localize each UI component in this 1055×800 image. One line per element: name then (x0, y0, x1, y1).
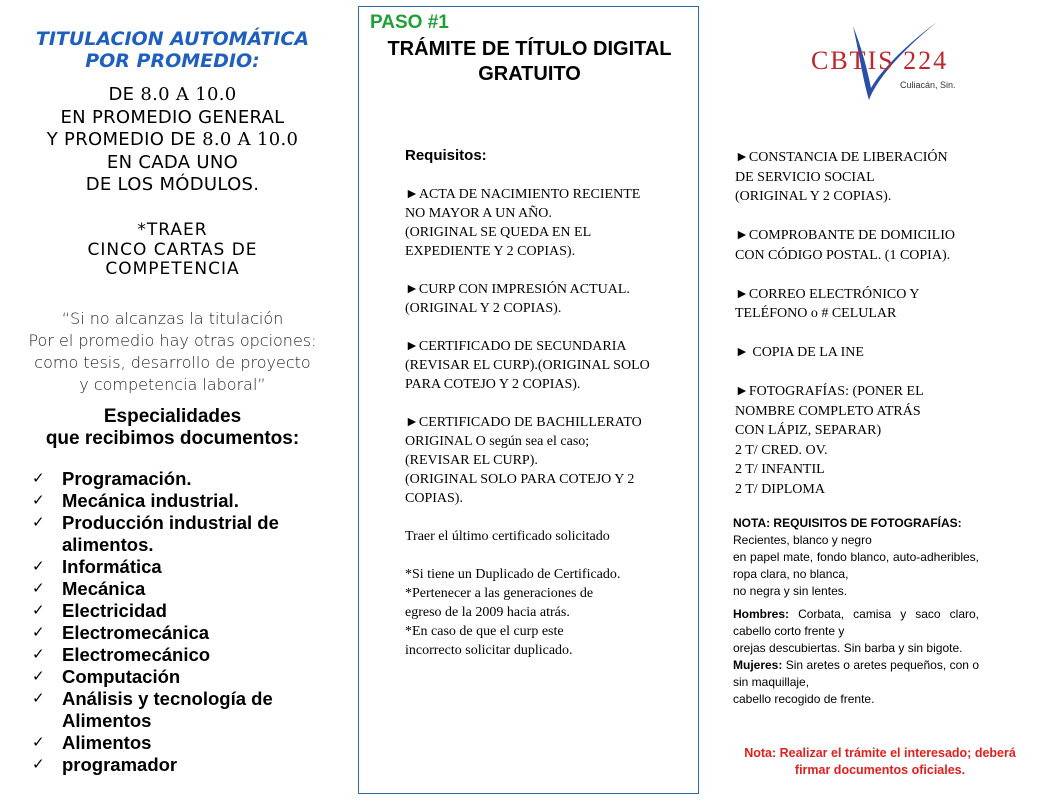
requisito-bachillerato: ►CERTIFICADO DE BACHILLERATO ORIGINAL O según sea el caso; (REVISAR EL CURP). (ORIGINAL SOLO PARA COTEJO Y 2 COPIAS). (405, 415, 642, 506)
list-item: ✓ Producción industrial de alimentos. (32, 512, 279, 555)
range-line: Y PROMEDIO DE 8.0 A 10.0 (46, 129, 299, 150)
check-icon: ✓ (32, 492, 45, 509)
check-icon: ✓ (32, 558, 45, 575)
check-icon: ✓ (32, 690, 45, 707)
requisitos-list (405, 185, 685, 660)
red-note-line: firmar documentos oficiales. (794, 763, 966, 777)
check-icon: ✓ (32, 646, 45, 663)
list-item: ✓ Electromecánico (32, 644, 211, 665)
range-line: EN PROMEDIO GENERAL (60, 106, 285, 128)
quote-line: “Si no alcanzas la titulación (61, 309, 284, 328)
title-line: TITULACION AUTOMÁTICA (35, 28, 310, 50)
requisito-ine: ► COPIA DE LA INE (735, 345, 864, 360)
note-line: no negra y sin lentes. (733, 584, 848, 598)
right-panel (700, 0, 1055, 800)
logo-text: CBTIS 224 (811, 46, 949, 75)
requisito-curp: ►CURP CON IMPRESIÓN ACTUAL. (ORIGINAL Y 2 COPIAS). (405, 282, 630, 316)
promedio-requirements (0, 84, 345, 197)
ultimo-certificado-note: Traer el último certificado solicitado (405, 529, 610, 544)
cartas-line: *TRAER (137, 220, 208, 240)
hombres-note: Hombres: Corbata, camisa y saco claro, cabello corto frente y (733, 607, 979, 638)
opciones-quote (0, 308, 345, 396)
range-line: EN CADA UNO (106, 151, 239, 173)
requisitos-label: Requisitos: (405, 147, 487, 164)
nota-fotografias (733, 515, 979, 708)
paso-label: PASO #1 (370, 12, 449, 33)
especialidades-line: que recibimos documentos: (45, 428, 300, 449)
title-line: TRÁMITE DE TÍTULO DIGITAL (387, 38, 672, 60)
check-icon: ✓ (32, 624, 45, 641)
duplicado-notes: *Si tiene un Duplicado de Certificado. *Pertenecer a las generaciones de egreso de la 2009 hacia atrás. *En caso de que el curp este incorrecto solicitar duplicado. (405, 567, 621, 658)
check-icon: ✓ (32, 580, 45, 597)
list-item: ✓ programador (32, 754, 178, 775)
cartas-competencia (0, 221, 345, 280)
check-icon: ✓ (32, 514, 45, 531)
quote-line: como tesis, desarrollo de proyecto (34, 353, 311, 372)
check-icon: ✓ (32, 734, 45, 751)
left-panel (0, 0, 345, 800)
requisito-acta: ►ACTA DE NACIMIENTO RECIENTE NO MAYOR A UN AÑO. (ORIGINAL SE QUEDA EN EL EXPEDIENTE Y 2 COPIAS). (405, 187, 641, 259)
list-item: ✓ Mecánica (32, 578, 146, 599)
list-item: ✓ Electromecánica (32, 622, 210, 643)
titulacion-title (0, 28, 345, 72)
especialidades-line: Especialidades (103, 406, 242, 427)
list-item: ✓ Análisis y tecnología de Alimentos (32, 688, 273, 731)
check-icon: ✓ (32, 470, 45, 487)
list-item: ✓ Alimentos (32, 732, 152, 753)
mujeres-note: Mujeres: Sin aretes o aretes pequeños, con o sin maquillaje, (733, 658, 979, 689)
cartas-line: COMPETENCIA (105, 259, 240, 279)
range-line: DE LOS MÓDULOS. (85, 174, 260, 195)
requisito-fotografias: ►FOTOGRAFÍAS: (PONER EL NOMBRE COMPLETO ATRÁS CON LÁPIZ, SEPARAR) 2 T/ CRED. OV. 2 T/ INFANTIL 2 T/ DIPLOMA (735, 384, 924, 497)
title-line: GRATUITO (478, 63, 581, 85)
note-line: en papel mate, fondo blanco, auto-adheribles, ropa clara, no blanca, (733, 550, 979, 581)
note-line: Recientes, blanco y negro (733, 533, 872, 547)
check-icon: ✓ (32, 756, 45, 773)
list-item: ✓ Programación. (32, 468, 192, 489)
list-item: ✓ Informática (32, 556, 162, 577)
note-line: cabello recogido de frente. (733, 692, 875, 706)
check-icon: ✓ (32, 602, 45, 619)
especialidades-heading (0, 406, 345, 450)
requisito-servicio-social: ►CONSTANCIA DE LIBERACIÓN DE SERVICIO SOCIAL (ORIGINAL Y 2 COPIAS). (735, 150, 948, 204)
especialidades-list (32, 468, 342, 776)
list-item: ✓ Computación (32, 666, 181, 687)
tramite-title (359, 37, 700, 87)
logo-subtitle: Culiacán, Sin. (900, 80, 956, 90)
list-item: ✓ Mecánica industrial. (32, 490, 239, 511)
title-line: POR PROMEDIO: (85, 50, 260, 72)
range-line: DE 8.0 A 10.0 (108, 84, 237, 105)
requisito-correo: ►CORREO ELECTRÓNICO Y TELÉFONO o # CELULAR (735, 286, 920, 321)
list-item: ✓ Electricidad (32, 600, 167, 621)
requisito-secundaria: ►CERTIFICADO DE SECUNDARIA (REVISAR EL CURP).(ORIGINAL SOLO PARA COTEJO Y 2 COPIAS). (405, 339, 650, 392)
red-note-line: Nota: Realizar el trámite el interesado; deberá (744, 746, 1016, 760)
note-line: orejas descubiertas. Sin barba y sin bigote. (733, 641, 963, 655)
requisito-domicilio: ►COMPROBANTE DE DOMICILIO CON CÓDIGO POSTAL. (1 COPIA). (735, 228, 955, 263)
quote-line: y competencia laboral” (79, 375, 266, 394)
requisitos-list-right (735, 148, 995, 519)
note-title: NOTA: REQUISITOS DE FOTOGRAFÍAS: (733, 516, 962, 530)
middle-panel (358, 6, 699, 794)
cartas-line: CINCO CARTAS DE (87, 239, 258, 260)
quote-line: Por el promedio hay otras opciones: (28, 331, 317, 350)
cbtis-logo (805, 18, 965, 108)
tramite-interesado-note (730, 745, 1030, 779)
check-icon: ✓ (32, 668, 45, 685)
